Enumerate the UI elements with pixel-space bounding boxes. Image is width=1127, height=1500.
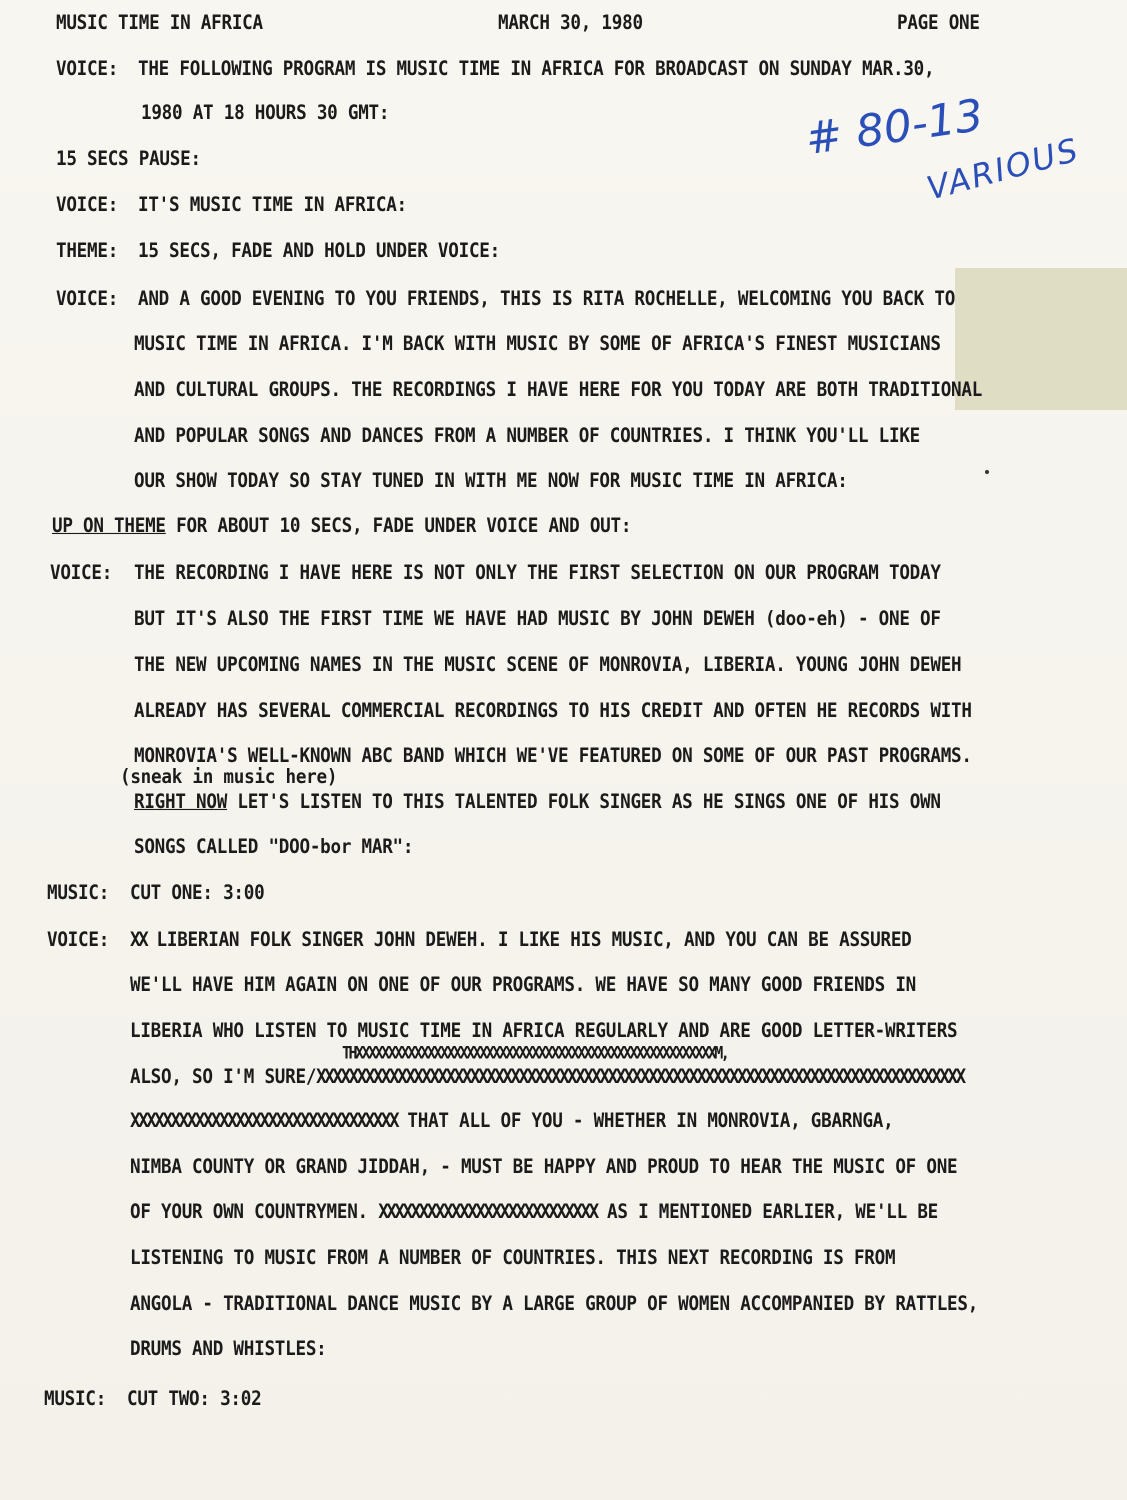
script-text: THAT ALL OF YOU - WHETHER IN MONROVIA, GBARNGA, <box>397 1110 894 1133</box>
underlined-cue: UP ON THEME <box>52 515 166 538</box>
cue-tag: MUSIC: <box>44 1388 107 1411</box>
cue-tag: VOICE: <box>50 562 113 585</box>
script-line: 1980 AT 18 HOURS 30 GMT: <box>141 102 390 125</box>
script-line: ALREADY HAS SEVERAL COMMERCIAL RECORDINGS TO HIS CREDIT AND OFTEN HE RECORDS WITH <box>134 700 972 723</box>
script-text: FOR ABOUT 10 SECS, FADE UNDER VOICE AND OUT: <box>165 515 632 538</box>
script-line: THE RECORDING I HAVE HERE IS NOT ONLY THE FIRST SELECTION ON OUR PROGRAM TODAY <box>134 562 941 585</box>
cue-tag: VOICE: <box>56 194 119 217</box>
script-line <box>130 1066 1090 1088</box>
script-line: LIBERIA WHO LISTEN TO MUSIC TIME IN AFRICA REGULARLY AND ARE GOOD LETTER-WRITERS <box>130 1020 958 1043</box>
header-page: PAGE ONE <box>897 12 980 35</box>
script-line: 15 SECS, FADE AND HOLD UNDER VOICE: <box>138 240 500 263</box>
script-line: BUT IT'S ALSO THE FIRST TIME WE HAVE HAD MUSIC BY JOHN DEWEH (doo-eh) - ONE OF <box>134 608 941 631</box>
script-line: DRUMS AND WHISTLES: <box>130 1338 327 1361</box>
script-line: THE NEW UPCOMING NAMES IN THE MUSIC SCENE OF MONROVIA, LIBERIA. YOUNG JOHN DEWEH <box>134 654 962 677</box>
script-line <box>130 1201 938 1223</box>
script-note: (sneak in music here) <box>120 766 338 789</box>
script-line: AND POPULAR SONGS AND DANCES FROM A NUMBER OF COUNTRIES. I THINK YOU'LL LIKE <box>134 425 921 448</box>
script-line: IT'S MUSIC TIME IN AFRICA: <box>138 194 407 217</box>
struck-text: THXXXXXXXXXXXXXXXXXXXXXXXXXXXXXXXXXXXXXXXXXXXXXXXXXXXXXXXM, <box>342 1043 728 1064</box>
header-date: MARCH 30, 1980 <box>498 12 643 35</box>
script-line: THE FOLLOWING PROGRAM IS MUSIC TIME IN AFRICA FOR BROADCAST ON SUNDAY MAR.30, <box>138 58 935 81</box>
script-line <box>52 515 631 537</box>
handwritten-label: VARIOUS <box>922 130 1084 208</box>
script-line: SONGS CALLED "DOO-bor MAR": <box>134 836 414 859</box>
cue-tag: THEME: <box>56 240 119 263</box>
script-line: 15 SECS PAUSE: <box>56 148 201 171</box>
struck-text: XXXXXXXXXXXXXXXXXXXXXXXXXXXXXXXXXXXXXXXXXXXXXXXXXXXXXXXXXXXXXXXXXXXXXXXXXXXXXXXX <box>316 1066 964 1089</box>
script-line: CUT ONE: 3:00 <box>130 882 265 905</box>
script-line: MONROVIA'S WELL-KNOWN ABC BAND WHICH WE'VE FEATURED ON SOME OF OUR PAST PROGRAMS. <box>134 745 972 768</box>
ink-speck <box>985 470 989 474</box>
cue-tag: VOICE: <box>47 929 110 952</box>
cue-tag: MUSIC: <box>47 882 110 905</box>
cue-tag: VOICE: <box>56 58 119 81</box>
script-line: CUT TWO: 3:02 <box>127 1388 262 1411</box>
script-line: NIMBA COUNTY OR GRAND JIDDAH, - MUST BE HAPPY AND PROUD TO HEAR THE MUSIC OF ONE <box>130 1156 958 1179</box>
script-line: WE'LL HAVE HIM AGAIN ON ONE OF OUR PROGRAMS. WE HAVE SO MANY GOOD FRIENDS IN <box>130 974 917 997</box>
script-line: MUSIC TIME IN AFRICA. I'M BACK WITH MUSIC BY SOME OF AFRICA'S FINEST MUSICIANS <box>134 333 941 356</box>
script-text: AS I MENTIONED EARLIER, WE'LL BE <box>596 1201 939 1224</box>
script-line: AND CULTURAL GROUPS. THE RECORDINGS I HAVE HERE FOR YOU TODAY ARE BOTH TRADITIONAL <box>134 379 983 402</box>
script-line: LISTENING TO MUSIC FROM A NUMBER OF COUNTRIES. THIS NEXT RECORDING IS FROM <box>130 1247 896 1270</box>
underlined-cue: RIGHT NOW <box>134 791 228 814</box>
header-program: MUSIC TIME IN AFRICA <box>56 12 263 35</box>
script-line <box>134 791 941 813</box>
cue-tag: VOICE: <box>56 288 119 311</box>
script-line: AND A GOOD EVENING TO YOU FRIENDS, THIS IS RITA ROCHELLE, WELCOMING YOU BACK TO <box>138 288 956 311</box>
struck-text: XXXXXXXXXXXXXXXXXXXXXXXXXXX <box>378 1201 597 1224</box>
script-text: ALSO, SO I'M SURE/ <box>130 1066 317 1089</box>
script-line: ANGOLA - TRADITIONAL DANCE MUSIC BY A LARGE GROUP OF WOMEN ACCOMPANIED BY RATTLES, <box>130 1293 979 1316</box>
script-text: OF YOUR OWN COUNTRYMEN. <box>130 1201 379 1224</box>
handwritten-number: # 80-13 <box>802 89 987 166</box>
script-text: LIBERIAN FOLK SINGER JOHN DEWEH. I LIKE HIS MUSIC, AND YOU CAN BE ASSURED <box>146 929 912 952</box>
script-text: LET'S LISTEN TO THIS TALENTED FOLK SINGER AS HE SINGS ONE OF HIS OWN <box>227 791 941 814</box>
struck-text: XX <box>130 929 147 952</box>
script-line: OUR SHOW TODAY SO STAY TUNED IN WITH ME NOW FOR MUSIC TIME IN AFRICA: <box>134 470 848 493</box>
script-line <box>130 929 912 951</box>
script-line <box>130 1110 894 1132</box>
struck-text: XXXXXXXXXXXXXXXXXXXXXXXXXXXXXXXXX <box>130 1110 398 1133</box>
